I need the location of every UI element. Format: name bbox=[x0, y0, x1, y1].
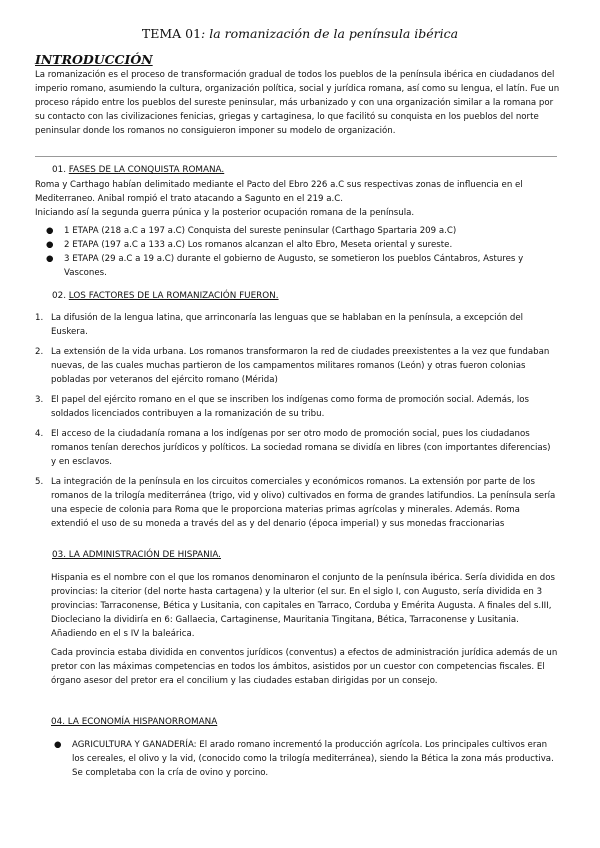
list-number: 4. bbox=[35, 429, 44, 439]
intro-heading: INTRODUCCIÓN bbox=[35, 52, 153, 67]
section-01-title: FASES DE LA CONQUISTA ROMANA. bbox=[68, 165, 225, 175]
list-item bbox=[35, 475, 557, 531]
list-item-text: 1 ETAPA (218 a.C a 197 a.C) Conquista del sureste peninsular (Carthago Spartaria 209 a.C) bbox=[64, 226, 457, 236]
list-item-text: La extensión de la vida urbana. Los romanos transformaron la red de ciudades preexistentes a la vez que fundaban nuevas, de las cuales muchas partieron de los campamentos militares romanos (León) y otras fueron colonias pobladas por veteranos del ejército romano (Mérida) bbox=[51, 347, 550, 385]
section-03-paragraph-2: Cada provincia estaba dividida en conventos jurídicos (conventus) a efectos de administración jurídica además de un pretor con las máximas competencias en todos los ámbitos, asistidos por un cuestor con competencias fiscales. El órgano asesor del pretor era el concilium y las ciudades estaban dirigidas por un consejo. bbox=[51, 648, 558, 686]
list-item bbox=[35, 393, 557, 421]
section-02-heading bbox=[52, 289, 279, 303]
list-item bbox=[35, 427, 557, 469]
section-04-heading bbox=[51, 715, 217, 729]
section-03-title: 03. LA ADMINISTRACIÓN DE HISPANIA. bbox=[52, 550, 221, 560]
section-02-number: 02. bbox=[52, 291, 66, 301]
section-04-title: 04. LA ECONOMÍA HISPANORROMANA bbox=[51, 717, 218, 727]
phases-list bbox=[46, 224, 554, 280]
list-item bbox=[46, 224, 554, 238]
list-item bbox=[46, 252, 554, 280]
section-03-heading bbox=[52, 548, 221, 562]
economy-list bbox=[54, 738, 558, 780]
bullet: ● bbox=[46, 254, 54, 264]
title-prefix: TEMA 01 bbox=[141, 26, 202, 41]
bullet: ● bbox=[54, 740, 62, 750]
section-01-paragraph-2: Iniciando así la segunda guerra púnica y la posterior ocupación romana de la península. bbox=[35, 208, 415, 218]
list-item-text: AGRICULTURA Y GANADERÍA: El arado romano incrementó la producción agrícola. Los principales cultivos eran los cereales, el olivo y la vid, (conocido como la trilogía mediterránea), siendo la Bética la zona más productiva. Se completaba con la cría de ovino y porcino. bbox=[72, 740, 554, 778]
list-item-text: La difusión de la lengua latina, que arrinconaría las lenguas que se hablaban en la península, a excepción del Euskera. bbox=[51, 313, 524, 337]
list-item bbox=[46, 238, 554, 252]
page-title bbox=[0, 26, 600, 41]
list-number: 1. bbox=[35, 313, 44, 323]
section-03-paragraph-1: Hispania es el nombre con el que los romanos denominaron el conjunto de la península ibérica. Sería dividida en dos provincias: la citerior (del norte hasta cartagena) y la ulterior (el sur. En el siglo I, con Augusto, sería dividida en 3 provincias: Tarraconense, Bética y Lusitania, con capitales en Tarraco, Corduba y Emérita Augusta. A finales del s.III, Diocleciano la dividiría en 6: Gallaecia, Cartaginense, Mauritania Tingitana, Bética, Tarraconense y Lusitania. Añadiendo en el s IV la baleárica. bbox=[51, 573, 555, 639]
list-item bbox=[54, 738, 558, 780]
list-item bbox=[35, 345, 557, 387]
section-02-title: LOS FACTORES DE LA ROMANIZACIÓN FUERON. bbox=[68, 291, 279, 301]
bullet: ● bbox=[46, 226, 54, 236]
section-01-paragraph: Roma y Carthago habían delimitado mediante el Pacto del Ebro 226 a.C sus respectivas zonas de influencia en el Mediterraneo. Anibal rompió el trato atacando a Sagunto en el 219 a.C. bbox=[35, 180, 523, 204]
list-item-text: 2 ETAPA (197 a.C a 133 a.C) Los romanos alcanzan el alto Ebro, Meseta oriental y sureste. bbox=[64, 240, 453, 250]
intro-paragraph: La romanización es el proceso de transformación gradual de todos los pueblos de la península ibérica en ciudadanos del imperio romano, asumiendo la cultura, organización política, social y jurídica romana, así como su lengua, el latín. Fue un proceso rápido entre los pueblos del sureste peninsular, más urbanizado y con una organización similar a la romana por su contacto con las civilizaciones fenicias, griegas y cartaginesa, lo que facilitó su conquista en los pueblos del norte peninsular donde los romanos no consiguieron imponer su modelo de organización. bbox=[35, 70, 560, 136]
divider bbox=[35, 156, 557, 157]
section-01-number: 01. bbox=[52, 165, 66, 175]
list-item-text: 3 ETAPA (29 a.C a 19 a.C) durante el gobierno de Augusto, se sometieron los pueblos Cántabros, Astures y Vascones. bbox=[64, 254, 524, 278]
list-item bbox=[35, 311, 557, 339]
bullet: ● bbox=[46, 240, 54, 250]
section-01-heading bbox=[52, 163, 224, 177]
list-number: 2. bbox=[35, 347, 44, 357]
list-item-text: El acceso de la ciudadanía romana a los indígenas por ser otro modo de promoción social, pues los ciudadanos romanos tenían derechos jurídicos y políticos. La sociedad romana se dividía en libres (con importantes diferencias) y en esclavos. bbox=[51, 429, 551, 467]
title-rest: : la romanización de la península ibérica bbox=[201, 26, 459, 41]
list-number: 3. bbox=[35, 395, 44, 405]
list-number: 5. bbox=[35, 477, 44, 487]
list-item-text: El papel del ejército romano en el que se inscriben los indígenas como forma de promoción social. Además, los soldados licenciados contribuyen a la romanización de su tribu. bbox=[51, 395, 530, 419]
factors-list bbox=[35, 311, 557, 531]
list-item-text: La integración de la península en los circuitos comerciales y económicos romanos. La extensión por parte de los romanos de la trilogía mediterránea (trigo, vid y olivo) cultivados en forma de grandes latifundios. La península sería una especie de colonia para Roma que le proporciona materias primas agrícolas y minerales. Además. Roma extendió el uso de su moneda a través del as y del denario (época imperial) y sus monedas fraccionarias bbox=[51, 477, 556, 529]
